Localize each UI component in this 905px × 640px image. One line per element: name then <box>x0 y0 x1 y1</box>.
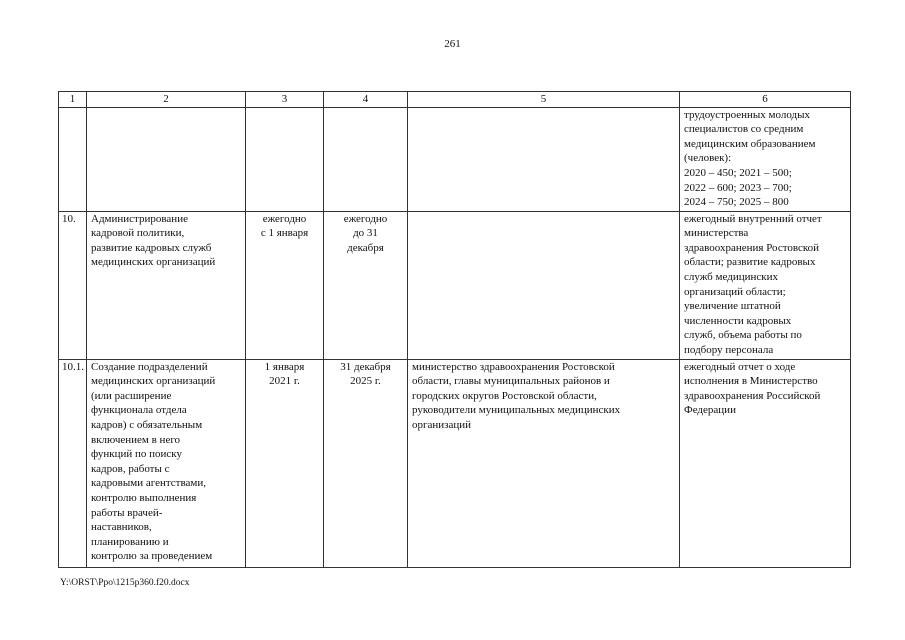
cell-text-line: 2021 г. <box>269 375 300 388</box>
column-header: 1 <box>59 92 87 108</box>
footer-file-path: Y:\ORST\Ppo\1215p360.f20.docx <box>60 578 190 588</box>
cell-text-line: руководители муниципальных медицинских <box>412 404 621 417</box>
cell-text-line: контролю выполнения <box>91 491 197 504</box>
table-row <box>59 107 851 211</box>
end-date-cell <box>324 107 408 211</box>
row-number-cell <box>59 107 87 211</box>
cell-text-line: развитие кадровых служб <box>91 241 212 254</box>
cell-text-line: кадровыми агентствами, <box>91 477 207 490</box>
cell-text-line: специалистов со средним <box>684 123 804 136</box>
column-header: 2 <box>87 92 246 108</box>
row-number-cell: 10.1. <box>59 359 87 567</box>
result-cell <box>680 359 851 567</box>
row-number-cell: 10. <box>59 211 87 359</box>
page-number: 261 <box>444 38 461 50</box>
measure-name-cell <box>87 107 246 211</box>
cell-text-line: области; развитие кадровых <box>684 256 816 269</box>
cell-text-line: медицинским образованием <box>684 137 816 150</box>
cell-text-line: работы врачей- <box>91 506 163 519</box>
cell-text-line: исполнения в Министерство <box>684 375 818 388</box>
cell-text-line: служб медицинских <box>684 270 778 283</box>
cell-text-line: кадров, работы с <box>91 462 170 475</box>
cell-text-line: медицинских организаций <box>91 256 216 269</box>
cell-text-line: здравоохранения Ростовской <box>684 241 820 254</box>
cell-text-line: до 31 <box>353 227 378 240</box>
cell-text-line: медицинских организаций <box>91 375 216 388</box>
measure-name-cell <box>87 359 246 567</box>
table-row <box>59 359 851 567</box>
column-header: 5 <box>408 92 680 108</box>
cell-text-line: ежегодно <box>343 212 388 225</box>
cell-text-line: Создание подразделений <box>91 360 208 373</box>
cell-text-line: здравоохранения Российской <box>684 389 821 402</box>
end-date-cell <box>324 211 408 359</box>
cell-text-line: Федерации <box>684 404 736 417</box>
executor-cell <box>408 211 680 359</box>
cell-text-line: Администрирование <box>91 212 188 225</box>
cell-text-line: (или расширение <box>91 389 172 402</box>
cell-text-line: министерство здравоохранения Ростовской <box>412 360 615 373</box>
cell-text-line: министерства <box>684 227 749 240</box>
cell-text-line: с 1 января <box>260 227 309 240</box>
table-row <box>59 211 851 359</box>
result-cell <box>680 107 851 211</box>
column-header: 6 <box>680 92 851 108</box>
column-header: 4 <box>324 92 408 108</box>
measure-name-cell <box>87 211 246 359</box>
cell-text-line: планированию и <box>91 535 169 548</box>
cell-text-line: 2025 г. <box>350 375 381 388</box>
cell-text-line: численности кадровых <box>684 314 792 327</box>
cell-text-line: 1 января <box>264 360 305 373</box>
cell-text-line: ежегодный отчет о ходе <box>684 360 796 373</box>
cell-text-line: трудоустроенных молодых <box>684 108 811 121</box>
cell-text-line: декабря <box>347 241 384 254</box>
cell-text-line: функционала отдела <box>91 404 187 417</box>
measures-table <box>58 91 851 568</box>
column-header-row <box>59 92 851 108</box>
start-date-cell <box>246 359 324 567</box>
cell-text-line: ежегодный внутренний отчет <box>684 212 822 225</box>
cell-text-line: наставников, <box>91 521 152 534</box>
cell-text-line: функций по поиску <box>91 448 182 461</box>
cell-text-line: кадровой политики, <box>91 227 185 240</box>
column-header: 3 <box>246 92 324 108</box>
cell-text-line: подбору персонала <box>684 343 774 356</box>
cell-text-line: 2020 – 450; 2021 – 500; <box>684 166 792 179</box>
executor-cell <box>408 107 680 211</box>
cell-text-line: увеличение штатной <box>684 300 781 313</box>
cell-text-line: области, главы муниципальных районов и <box>412 375 610 388</box>
cell-text-line: (человек): <box>684 152 732 165</box>
cell-text-line: 2022 – 600; 2023 – 700; <box>684 181 792 194</box>
start-date-cell <box>246 211 324 359</box>
end-date-cell <box>324 359 408 567</box>
cell-text-line: служб, объема работы по <box>684 329 802 342</box>
cell-text-line: контролю за проведением <box>91 550 213 563</box>
cell-text-line: организаций <box>412 418 472 431</box>
cell-text-line: ежегодно <box>262 212 307 225</box>
cell-text-line: 31 декабря <box>340 360 391 373</box>
start-date-cell <box>246 107 324 211</box>
cell-text-line: организаций области; <box>684 285 786 298</box>
executor-cell <box>408 359 680 567</box>
cell-text-line: городских округов Ростовской области, <box>412 389 597 402</box>
cell-text-line: 2024 – 750; 2025 – 800 <box>684 196 789 209</box>
result-cell <box>680 211 851 359</box>
cell-text-line: кадров) с обязательным <box>91 418 203 431</box>
cell-text-line: включением в него <box>91 433 181 446</box>
